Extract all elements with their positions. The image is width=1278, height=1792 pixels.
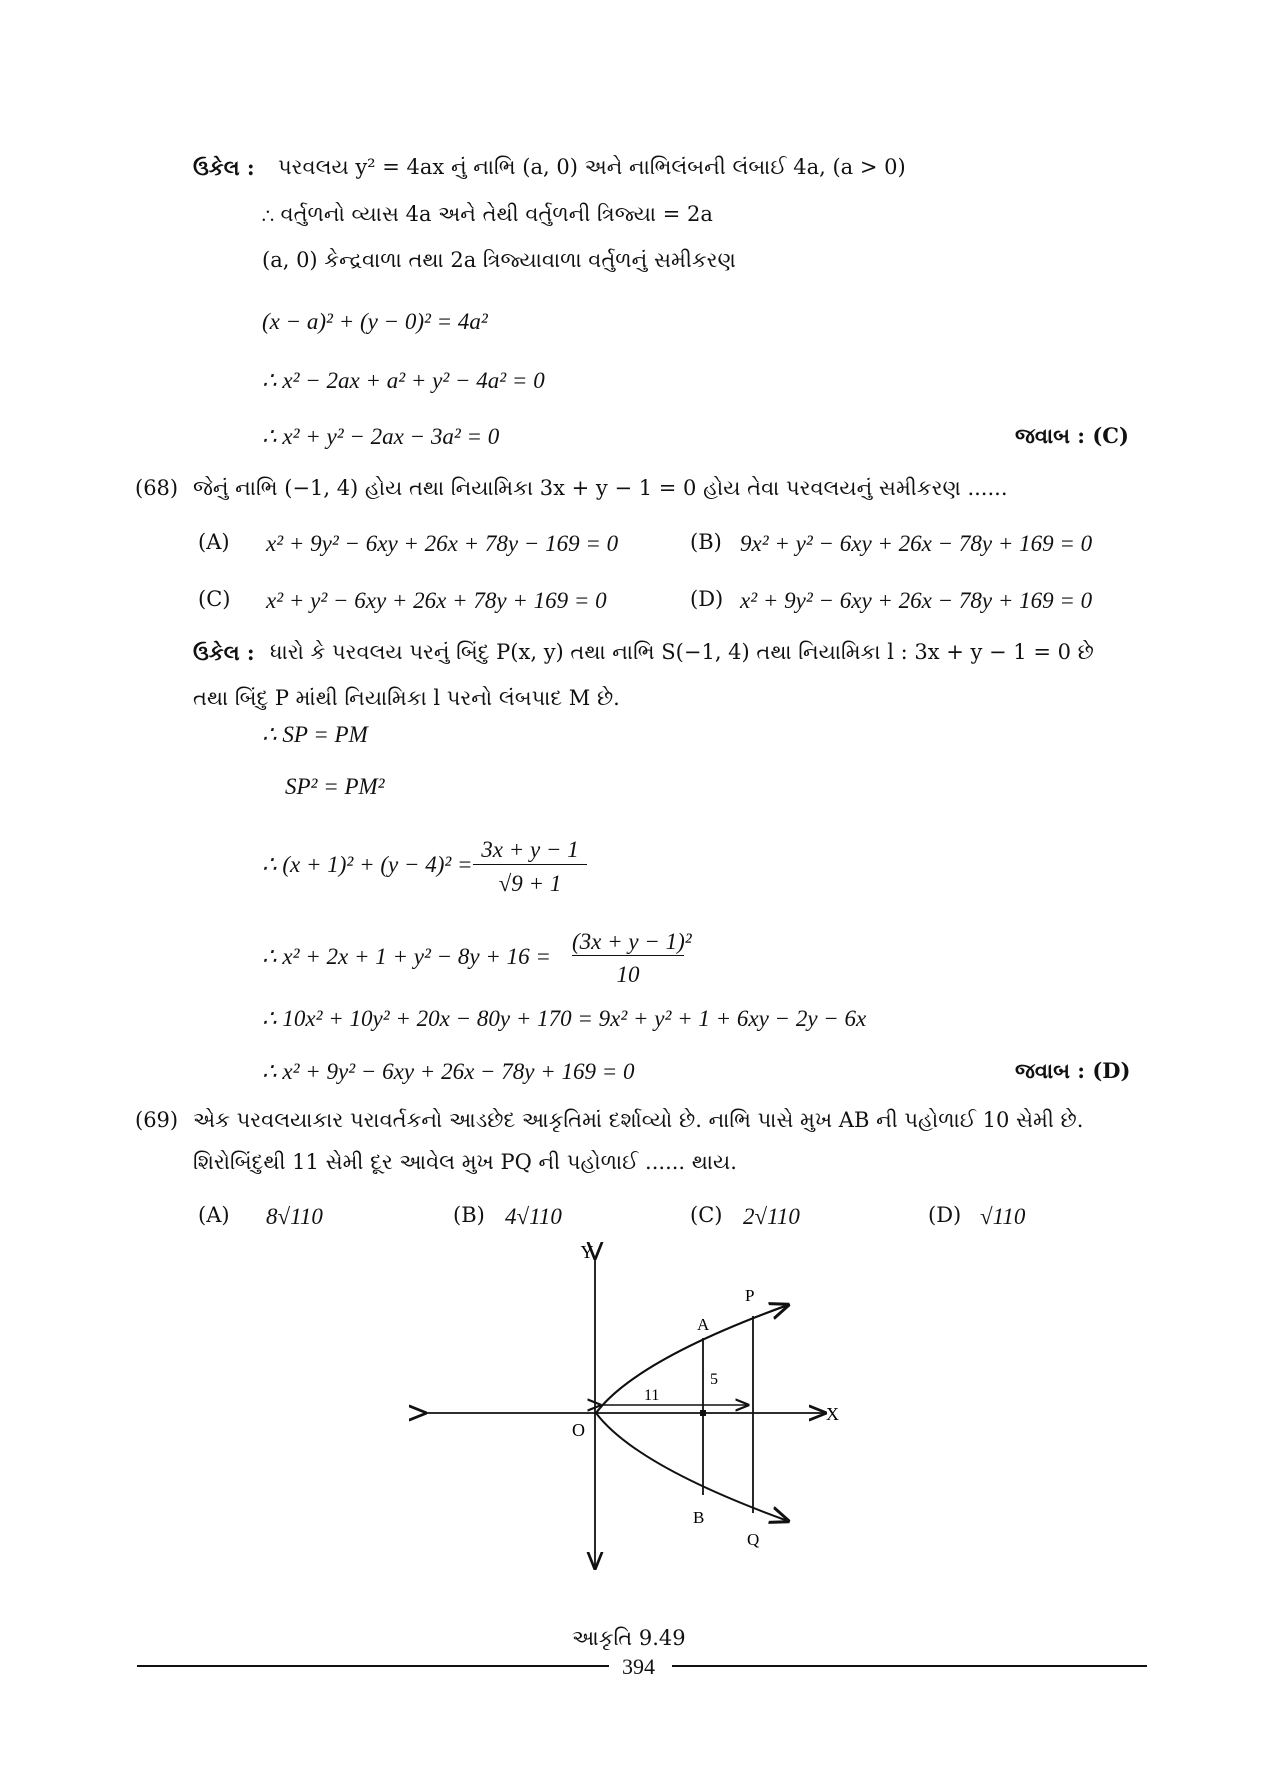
solution-label: ઉકેલ :: [193, 640, 255, 665]
label-five: 5: [710, 1371, 718, 1388]
label-x: X: [826, 1404, 839, 1424]
solution1-line3: (a, 0) કેન્દ્રવાળા તથા 2a ત્રિજ્યાવાળા વર્તુળનું સમીકરણ: [262, 248, 736, 272]
figure-caption: આકૃતિ 9.49: [572, 1626, 686, 1650]
label-y: Y: [580, 1242, 594, 1262]
option-key-a: (A): [198, 530, 230, 554]
label-q: Q: [747, 1530, 760, 1549]
question-69-line1: એક પરવલયાકાર પરાવર્તકનો આડછેદ આકૃતિમાં દર્શાવ્યો છે. નાભિ પાસે મુખ AB ની પહોળાઈ 10 સેમી છે.: [193, 1108, 1084, 1132]
option-value-c: 2√110: [743, 1204, 800, 1229]
solution2-line4: SP² = PM²: [285, 774, 385, 799]
option-value-c: x² + y² − 6xy + 26x + 78y + 169 = 0: [266, 588, 607, 613]
option-value-b: 9x² + y² − 6xy + 26x − 78y + 169 = 0: [740, 531, 1093, 556]
question-number-68: (68): [135, 476, 179, 500]
option-value-b: 4√110: [505, 1204, 562, 1229]
fraction-numerator: (3x + y − 1)²: [572, 929, 692, 954]
focus-point: [700, 1410, 706, 1416]
solution1-line4: (x − a)² + (y − 0)² = 4a²: [262, 309, 488, 334]
solution1-line2: ∴ વર્તુળનો વ્યાસ 4a અને તેથી વર્તુળની ત્રિજ્યા = 2a: [262, 202, 713, 226]
footer-rule-right: [672, 1665, 1147, 1667]
option-key-b: (B): [690, 530, 722, 554]
question-68-text: જેનું નાભિ (−1, 4) હોય તથા નિયામિકા 3x + y − 1 = 0 હોય તેવા પરવલયનું સમીકરણ ......: [193, 476, 1008, 500]
option-key-c: (C): [690, 1203, 723, 1227]
label-eleven: 11: [644, 1387, 660, 1404]
option-key-d: (D): [928, 1203, 962, 1227]
option-value-a: 8√110: [266, 1204, 323, 1229]
answer-d: જવાબ : (D): [1015, 1058, 1131, 1083]
solution1-line5: ∴ x² − 2ax + a² + y² − 4a² = 0: [262, 368, 545, 393]
answer-c: જવાબ : (C): [1015, 423, 1129, 448]
label-a: A: [697, 1315, 710, 1334]
option-value-a: x² + 9y² − 6xy + 26x + 78y − 169 = 0: [266, 531, 619, 556]
solution2-line8: ∴ x² + 9y² − 6xy + 26x − 78y + 169 = 0: [262, 1059, 635, 1084]
solution1-line6: ∴ x² + y² − 2ax − 3a² = 0: [262, 424, 500, 449]
option-key-c: (C): [198, 587, 231, 611]
option-key-a: (A): [198, 1203, 230, 1227]
option-key-b: (B): [453, 1203, 485, 1227]
label-p: P: [745, 1286, 755, 1305]
solution1-line1: પરવલય y² = 4ax નું નાભિ (a, 0) અને નાભિલંબની લંબાઈ 4a, (a > 0): [278, 155, 906, 179]
solution2-line3: ∴ SP = PM: [262, 722, 368, 747]
option-key-d: (D): [690, 587, 724, 611]
solution2-line2: તથા બિંદુ P માંથી નિયામિકા l પરનો લંબપાદ M છે.: [193, 686, 620, 710]
label-o: O: [572, 1420, 585, 1440]
fraction-denominator: √9 + 1: [498, 871, 562, 896]
fraction-numerator: 3x + y − 1: [481, 837, 579, 862]
option-value-d: √110: [980, 1204, 1026, 1229]
parabola-curve-upper: [596, 1305, 788, 1413]
label-b: B: [693, 1508, 705, 1527]
solution2-line5: ∴ (x + 1)² + (y − 4)² =: [262, 852, 473, 877]
page-number: 394: [622, 1654, 655, 1679]
footer-rule-left: [137, 1665, 609, 1667]
question-69-line2: શિરોબિંદુથી 11 સેમી દૂર આવેલ મુખ PQ ની પહોળાઈ ...... થાય.: [193, 1150, 737, 1174]
option-value-d: x² + 9y² − 6xy + 26x − 78y + 169 = 0: [740, 588, 1093, 613]
question-number-69: (69): [135, 1108, 179, 1132]
solution2-line1: ધારો કે પરવલય પરનું બિંદુ P(x, y) તથા નાભિ S(−1, 4) તથા નિયામિકા l : 3x + y − 1 = 0 છે: [270, 640, 1094, 664]
solution2-line7: ∴ 10x² + 10y² + 20x − 80y + 170 = 9x² + y² + 1 + 6xy − 2y − 6x: [262, 1006, 867, 1031]
fraction-denominator: 10: [616, 962, 640, 987]
solution2-line6: ∴ x² + 2x + 1 + y² − 8y + 16 =: [262, 944, 551, 969]
solution-label: ઉકેલ :: [193, 155, 255, 180]
